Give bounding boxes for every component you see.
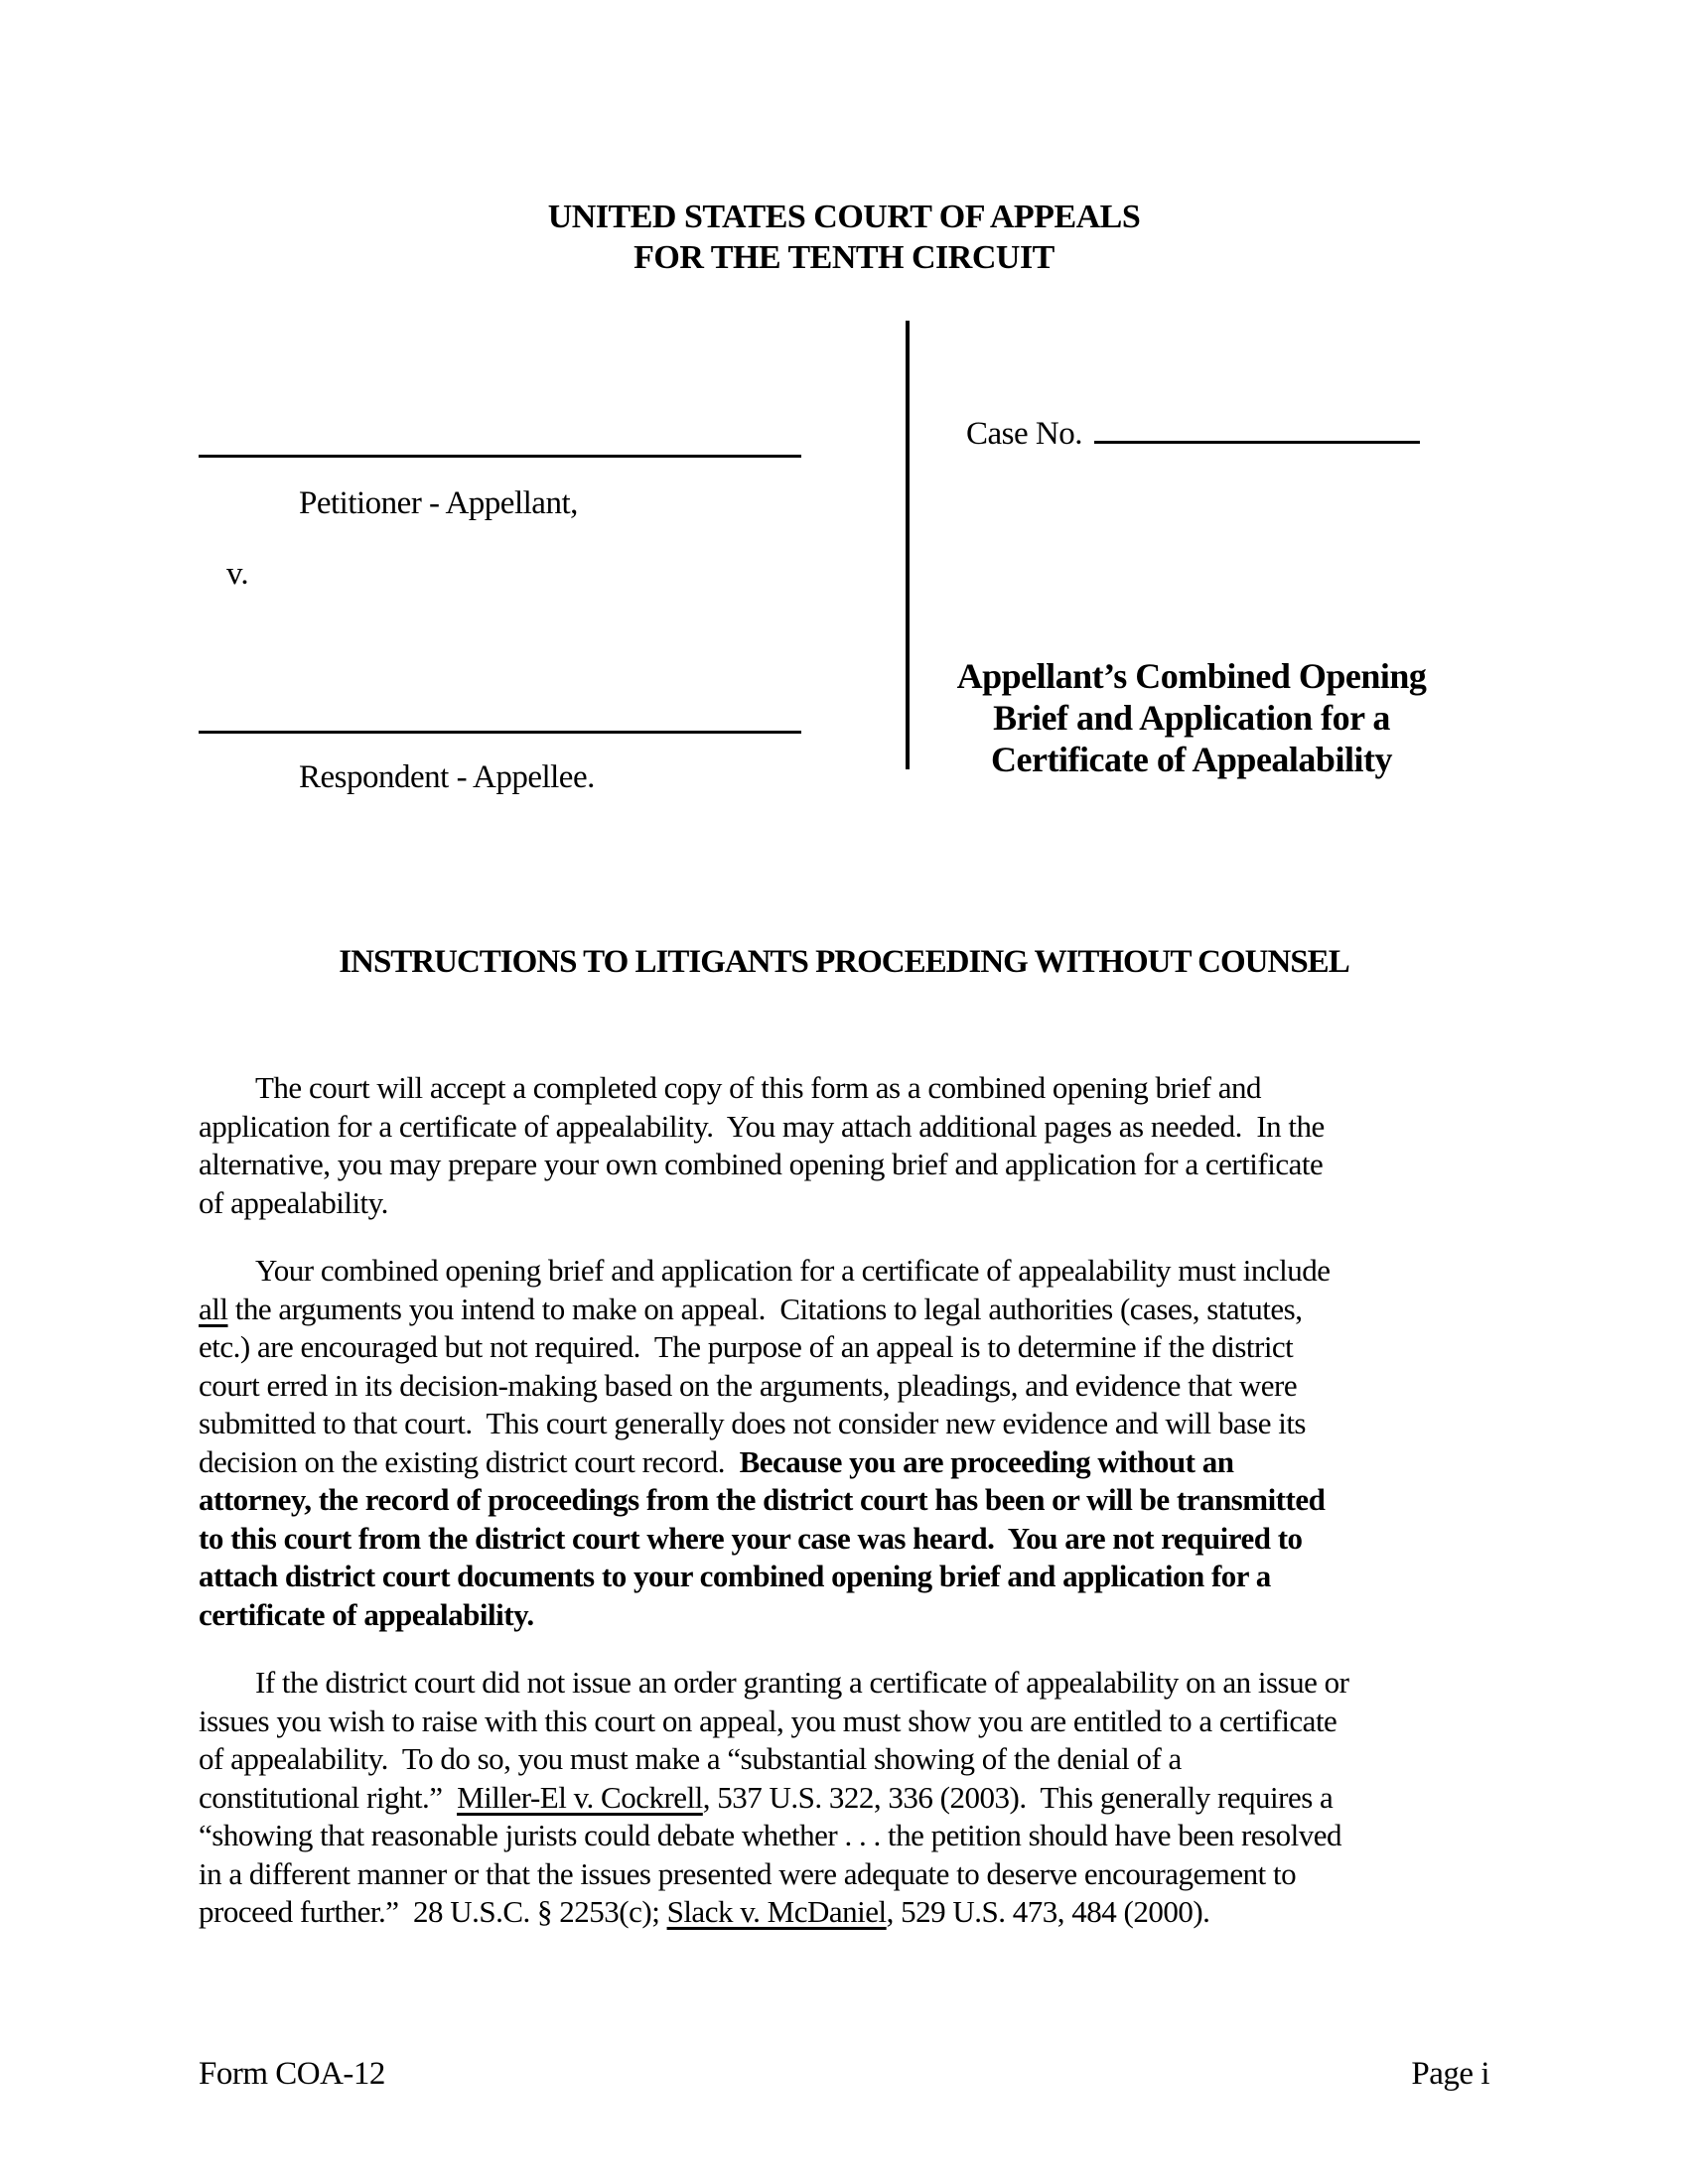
page-number: Page i bbox=[1411, 2056, 1489, 2092]
brief-title-line: Brief and Application for a bbox=[993, 698, 1390, 738]
instructions-heading: INSTRUCTIONS TO LITIGANTS PROCEEDING WITHOUT COUNSEL bbox=[339, 944, 1349, 980]
text-span: proceed further.” 28 U.S.C. § 2253(c); bbox=[199, 1894, 667, 1929]
text-line bbox=[199, 1184, 1589, 1223]
underlined-text: Miller-El v. Cockrell bbox=[457, 1779, 703, 1815]
text-line bbox=[199, 1481, 1589, 1520]
text-line bbox=[199, 1855, 1589, 1894]
text-line bbox=[199, 1893, 1589, 1932]
text-span: submitted to that court. This court generally does not consider new evidence and will base its bbox=[199, 1406, 1306, 1440]
text-line bbox=[199, 1520, 1589, 1559]
text-span: The court will accept a completed copy of this form as a combined opening brief and bbox=[255, 1070, 1261, 1105]
paragraph bbox=[199, 1664, 1589, 1932]
text-line bbox=[199, 1252, 1589, 1291]
petitioner-label: Petitioner - Appellant, bbox=[299, 485, 578, 521]
text-span: of appealability. bbox=[199, 1184, 388, 1220]
bold-text: Because you are proceeding without an bbox=[739, 1443, 1234, 1479]
bold-text: to this court from the district court where your case was heard. You are not required to bbox=[199, 1520, 1303, 1556]
court-title-line1: UNITED STATES COURT OF APPEALS bbox=[547, 199, 1141, 235]
text-line bbox=[199, 1367, 1589, 1406]
respondent-name-field[interactable] bbox=[199, 731, 801, 734]
text-line bbox=[199, 1596, 1589, 1635]
text-line bbox=[199, 1558, 1589, 1596]
respondent-label: Respondent - Appellee. bbox=[299, 759, 595, 795]
page-footer bbox=[199, 2056, 1489, 2093]
text-span: decision on the existing district court record. bbox=[199, 1443, 740, 1479]
brief-title-line: Certificate of Appealability bbox=[991, 740, 1392, 779]
case-no-label: Case No. bbox=[966, 416, 1082, 452]
text-line bbox=[199, 1703, 1589, 1741]
versus-label: v. bbox=[226, 556, 249, 592]
brief-title bbox=[923, 655, 1460, 780]
text-span: constitutional right.” bbox=[199, 1779, 458, 1815]
text-line bbox=[199, 1779, 1589, 1818]
case-no-row bbox=[966, 403, 1420, 453]
text-line bbox=[199, 1740, 1589, 1779]
text-span: court erred in its decision-making based on the arguments, pleadings, and evidence that were bbox=[199, 1367, 1298, 1403]
bold-text: attorney, the record of proceedings from the district court has been or will be transmitted bbox=[199, 1482, 1326, 1517]
text-span: issues you wish to raise with this court on appeal, you must show you are entitled to a certificate bbox=[199, 1703, 1337, 1738]
text-line bbox=[199, 1443, 1589, 1482]
underlined-text: Slack v. McDaniel bbox=[666, 1894, 887, 1929]
court-title bbox=[0, 197, 1688, 278]
text-line bbox=[199, 1328, 1589, 1367]
text-line bbox=[199, 1069, 1589, 1108]
text-line bbox=[199, 1108, 1589, 1147]
text-line bbox=[199, 1146, 1589, 1184]
text-span: etc.) are encouraged but not required. The purpose of an appeal is to determine if the district bbox=[199, 1329, 1294, 1364]
text-span: , 537 U.S. 322, 336 (2003). This generally requires a bbox=[702, 1779, 1334, 1815]
text-span: alternative, you may prepare your own combined opening brief and application for a certificate bbox=[199, 1147, 1324, 1181]
underlined-text: all bbox=[199, 1291, 228, 1326]
brief-title-line: Appellant’s Combined Opening bbox=[956, 656, 1427, 696]
text-span: application for a certificate of appealability. You may attach additional pages as needed. In the bbox=[199, 1108, 1325, 1144]
text-line bbox=[199, 1405, 1589, 1443]
text-line bbox=[199, 1664, 1589, 1703]
text-span: Your combined opening brief and application for a certificate of appealability must include bbox=[255, 1253, 1331, 1288]
text-span: in a different manner or that the issues presented were adequate to deserve encouragement to bbox=[199, 1855, 1297, 1891]
court-title-line2: FOR THE TENTH CIRCUIT bbox=[633, 239, 1055, 276]
text-span: If the district court did not issue an order granting a certificate of appealability on an issue or bbox=[255, 1665, 1349, 1700]
case-number-field[interactable] bbox=[1094, 403, 1420, 444]
bold-text: attach district court documents to your combined opening brief and application for a bbox=[199, 1559, 1271, 1593]
paragraph bbox=[199, 1069, 1589, 1222]
text-line bbox=[199, 1817, 1589, 1855]
text-span: of appealability. To do so, you must make a “substantial showing of the denial of a bbox=[199, 1741, 1182, 1776]
caption-divider bbox=[906, 321, 910, 769]
text-span: “showing that reasonable jurists could debate whether . . . the petition should have been resolved bbox=[199, 1818, 1342, 1852]
petitioner-name-field[interactable] bbox=[199, 455, 801, 458]
text-span: , 529 U.S. 473, 484 (2000). bbox=[886, 1894, 1210, 1929]
bold-text: certificate of appealability. bbox=[199, 1596, 534, 1632]
paragraph bbox=[199, 1252, 1589, 1634]
form-number: Form COA-12 bbox=[199, 2056, 385, 2092]
text-line bbox=[199, 1291, 1589, 1329]
text-span: the arguments you intend to make on appeal. Citations to legal authorities (cases, statutes, bbox=[227, 1291, 1303, 1326]
